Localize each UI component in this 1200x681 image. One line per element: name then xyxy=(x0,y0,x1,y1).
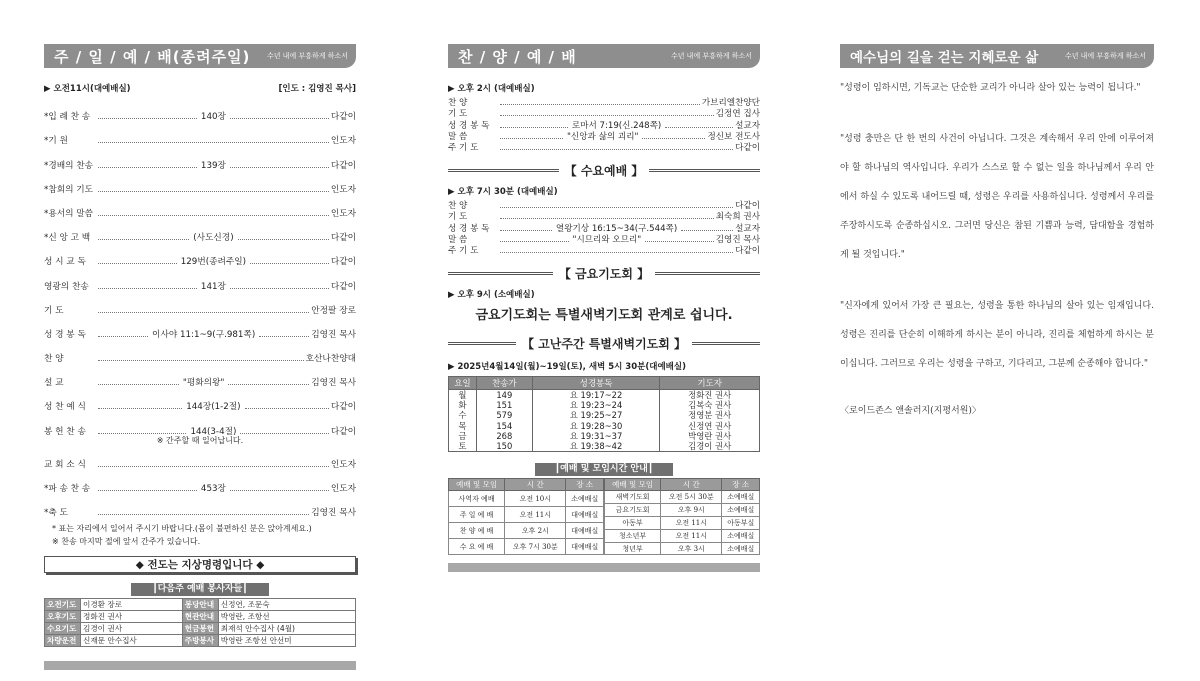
volunteer-name: 박영란 조항선 안선미 xyxy=(218,635,355,647)
footnote-standing: * 표는 자리에서 일어서 주시기 바랍니다.(몸이 불편하신 분은 앉아계세요.) xyxy=(52,524,312,534)
volunteer-role: 주방봉사 xyxy=(182,635,218,647)
friday-time xyxy=(448,288,760,300)
schedule-row xyxy=(449,523,604,539)
order-label: 찬 양 xyxy=(44,354,64,365)
order-content: "시므리와 오므리" xyxy=(572,234,642,245)
volunteer-name: 정화진 권사 xyxy=(81,611,183,623)
dawn-time xyxy=(448,360,760,372)
dawn-cell: 요 19:31~37 xyxy=(532,431,660,441)
order-content: (사도신경) xyxy=(193,233,234,244)
order-person: 최숙희 권사 xyxy=(715,212,760,223)
volunteer-role: 현관안내 xyxy=(182,611,218,623)
dawn-row xyxy=(449,431,760,441)
praise-order-list xyxy=(448,97,760,153)
dawn-cell: 579 xyxy=(476,410,532,420)
order-row xyxy=(44,364,356,388)
footnotes xyxy=(44,522,356,548)
volunteer-name: 최재석 안수집사 (4월) xyxy=(218,623,355,635)
schedule-cell: 오전 11시 xyxy=(661,517,722,530)
schedule-row xyxy=(605,491,760,504)
dawn-cell: 149 xyxy=(476,389,532,400)
dawn-row xyxy=(449,441,760,452)
order-person: 인도자 xyxy=(330,208,356,219)
schedule-cell: 오전 10시 xyxy=(505,491,566,507)
wednesday-time xyxy=(448,185,760,197)
order-person: 김영진 목사 xyxy=(311,508,356,519)
volunteer-row xyxy=(45,623,356,635)
volunteer-row xyxy=(45,611,356,623)
schedule-cell: 오전 11시 xyxy=(661,529,722,542)
order-person: 다같이 xyxy=(330,233,357,244)
order-row xyxy=(44,494,356,518)
order-person: 다같이 xyxy=(330,112,357,123)
order-row xyxy=(44,292,356,316)
order-content: 144장(1-2절) xyxy=(186,402,241,413)
schedule-cell: 오후 3시 xyxy=(661,542,722,555)
dawn-cell: 박영란 권사 xyxy=(660,431,760,441)
schedule-header-cell: 예배 및 모임 xyxy=(449,479,505,491)
sunday-title: 주 / 일 / 예 / 배(종려주일) xyxy=(54,47,251,66)
order-label: 성 찬 예 식 xyxy=(44,402,86,413)
schedule-title: ┃예배 및 모임시간 안내┃ xyxy=(535,463,673,476)
order-label: 기 도 xyxy=(448,212,468,223)
order-label: 주 기 도 xyxy=(448,142,479,153)
devotional-title: 예수님의 길을 걷는 지혜로운 삶 xyxy=(850,50,1039,66)
schedule-cell: 아동부 xyxy=(605,517,661,530)
schedule-cell: 대예배실 xyxy=(566,507,604,523)
volunteers-title: ┃다음주 예배 봉사자들┃ xyxy=(131,583,269,596)
order-content: 141장 xyxy=(200,281,226,292)
volunteer-role: 차량운전 xyxy=(45,635,81,647)
dawn-cell: 김경이 권사 xyxy=(660,441,760,452)
order-row xyxy=(44,267,356,291)
bottom-bar xyxy=(44,661,356,670)
order-person: 김영진 목사 xyxy=(715,234,760,245)
order-person: 정신보 전도사 xyxy=(707,131,760,142)
sunday-leader: [인도 : 김영진 목사] xyxy=(278,84,356,94)
dawn-cell: 요 19:23~24 xyxy=(532,400,660,410)
dawn-cell: 수 xyxy=(449,410,477,420)
dawn-cell: 화 xyxy=(449,400,477,410)
sunday-time: ▶ 오전11시(대예배실) xyxy=(44,84,131,94)
friday-notice: 금요기도회는 특별새벽기도회 관계로 쉽니다. xyxy=(475,307,733,323)
order-content: 144(3-4절) xyxy=(190,426,237,437)
order-row xyxy=(44,98,356,122)
schedule-header-cell: 예배 및 모임 xyxy=(605,479,661,491)
order-row xyxy=(44,195,356,219)
dawn-time-text: ▶ 2025년4월14일(월)~19일(토), 새벽 5시 30분(대예배실) xyxy=(448,361,686,372)
order-row xyxy=(44,446,356,470)
schedule-cell: 대예배실 xyxy=(566,539,604,555)
wednesday-heading xyxy=(448,162,760,179)
order-content: 139장 xyxy=(200,160,226,171)
volunteer-row xyxy=(45,599,356,611)
order-row xyxy=(44,412,356,436)
order-label: 성 경 봉 독 xyxy=(44,329,86,340)
dawn-cell: 정화진 권사 xyxy=(660,389,760,400)
volunteer-name: 신정연, 조문숙 xyxy=(218,599,355,611)
schedule-cell: 오전 11시 xyxy=(505,507,566,523)
sunday-order-list-2 xyxy=(44,446,356,519)
dawn-cell: 150 xyxy=(476,441,532,452)
volunteer-name: 이경환 장로 xyxy=(81,599,183,611)
quote-source: 〈로이드존스 앤솔러지(지평서원)〉 xyxy=(840,406,981,416)
schedule-cell: 소예배실 xyxy=(722,504,760,517)
volunteer-row xyxy=(45,635,356,647)
sunday-order-list xyxy=(44,98,356,437)
order-person: 인도자 xyxy=(330,184,356,195)
order-label: 성 경 봉 독 xyxy=(448,120,490,131)
devotional-column xyxy=(840,44,1154,426)
order-label: 말 씀 xyxy=(448,234,468,245)
order-content: 열왕기상 16:15~34(구.544쪽) xyxy=(555,223,678,234)
dawn-cell: 요 19:25~27 xyxy=(532,410,660,420)
dawn-table xyxy=(448,376,760,453)
order-row xyxy=(448,245,760,256)
order-person: 다같이 xyxy=(735,142,760,153)
order-person: 다같이 xyxy=(735,245,760,256)
order-row xyxy=(44,470,356,494)
wednesday-time-text: ▶ 오후 7시 30분 (대예배실) xyxy=(448,186,558,197)
order-label: *축 도 xyxy=(44,508,68,519)
schedule-cell: 주 일 예 배 xyxy=(449,507,505,523)
order-content: "신앙과 삶의 괴리" xyxy=(566,131,639,142)
order-person: 다같이 xyxy=(330,426,357,437)
dawn-row xyxy=(449,421,760,431)
schedule-cell: 소예배실 xyxy=(566,491,604,507)
schedule-row xyxy=(605,542,760,555)
volunteer-name: 박영란, 조항선 xyxy=(218,611,355,623)
order-person: 설교자 xyxy=(735,120,761,131)
sunday-meta xyxy=(44,82,356,94)
schedule-header-cell: 시 간 xyxy=(505,479,566,491)
schedule-cell: 청소년부 xyxy=(605,529,661,542)
order-person: 인도자 xyxy=(330,136,356,147)
order-content: 453장 xyxy=(200,484,226,494)
order-person: 다같이 xyxy=(330,281,357,292)
schedule-header-cell: 시 간 xyxy=(661,479,722,491)
dawn-header-cell: 요일 xyxy=(449,376,477,389)
order-label: 찬 양 xyxy=(448,201,468,212)
friday-heading xyxy=(448,265,760,282)
wednesday-title: 【 수요예배 】 xyxy=(564,163,644,178)
praise-subtitle: 수년 내에 부흥하게 하소서 xyxy=(670,52,752,60)
praise-title: 찬 / 양 / 예 / 배 xyxy=(458,47,577,66)
dawn-cell: 154 xyxy=(476,421,532,431)
schedule-row xyxy=(605,517,760,530)
order-row xyxy=(44,316,356,340)
order-person: 김영진 목사 xyxy=(311,378,357,389)
schedule-cell: 청년부 xyxy=(605,542,661,555)
order-label: *용서의 말씀 xyxy=(44,208,94,219)
dawn-cell: 요 19:28~30 xyxy=(532,421,660,431)
order-person: 안정팔 장로 xyxy=(311,305,356,316)
praise-time-text: ▶ 오후 2시 (대예배실) xyxy=(448,84,535,94)
volunteer-role: 오후기도 xyxy=(45,611,81,623)
order-row xyxy=(44,388,356,412)
schedule-cell: 아동부실 xyxy=(722,517,760,530)
footnote-interlude: ※ 찬송 마지막 절에 앞서 간주가 있습니다. xyxy=(52,537,201,547)
sunday-subtitle: 수년 내에 부흥하게 하소서 xyxy=(266,52,348,60)
praise-header xyxy=(448,44,760,68)
order-label: 영광의 찬송 xyxy=(44,281,89,292)
volunteer-name: 신재문 안수집사 xyxy=(81,635,183,647)
dawn-header-cell: 성경봉독 xyxy=(532,376,660,389)
order-person: 설교자 xyxy=(735,223,761,234)
schedule-cell: 오전 5시 30분 xyxy=(661,491,722,504)
schedule-row xyxy=(449,491,604,507)
order-row xyxy=(44,340,356,364)
order-person: 김정연 집사 xyxy=(715,109,760,120)
order-person: 호산나찬양대 xyxy=(305,354,356,365)
praise-worship-column xyxy=(448,44,760,572)
order-label: 주 기 도 xyxy=(448,245,479,256)
wednesday-order-list xyxy=(448,200,760,256)
order-label: 교 회 소 식 xyxy=(44,459,86,470)
schedule-cell: 사역자 예배 xyxy=(449,491,505,507)
volunteer-name: 김경이 권사 xyxy=(81,623,183,635)
friday-title: 【 금요기도회 】 xyxy=(558,266,650,281)
order-person: 인도자 xyxy=(330,459,356,470)
devotional-subtitle: 수년 내에 부흥하게 하소서 xyxy=(1064,52,1146,60)
schedule-cell: 금요기도회 xyxy=(605,504,661,517)
bottom-bar-2 xyxy=(448,563,760,572)
schedule-cell: 대예배실 xyxy=(566,523,604,539)
order-label: *입 례 찬 송 xyxy=(44,112,91,123)
order-label: 성 경 봉 독 xyxy=(448,223,490,234)
schedule-row xyxy=(605,504,760,517)
dawn-row xyxy=(449,400,760,410)
dawn-row xyxy=(449,410,760,420)
evangelism-banner: ◆ 전도는 지상명령입니다 ◆ xyxy=(44,556,356,573)
dawn-cell: 268 xyxy=(476,431,532,441)
order-person: 다같이 xyxy=(330,257,357,268)
dawn-heading xyxy=(448,335,760,352)
devotional-header xyxy=(840,44,1154,68)
order-person: 다같이 xyxy=(735,201,760,212)
order-person: 가브리엘찬양단 xyxy=(701,98,760,109)
schedule-table-right xyxy=(604,478,760,555)
schedule-header-cell: 장 소 xyxy=(722,479,760,491)
order-label: 찬 양 xyxy=(448,98,468,109)
dawn-cell: 월 xyxy=(449,389,477,400)
dawn-cell: 정영분 권사 xyxy=(660,410,760,420)
order-content: 로마서 7:19(신.248쪽) xyxy=(571,120,662,131)
order-row xyxy=(44,171,356,195)
friday-time-text: ▶ 오후 9시 (소예배실) xyxy=(448,289,535,300)
dawn-cell: 151 xyxy=(476,400,532,410)
schedule-cell: 오후 9시 xyxy=(661,504,722,517)
dawn-cell: 신정연 권사 xyxy=(660,421,760,431)
dawn-cell: 목 xyxy=(449,421,477,431)
order-row xyxy=(44,122,356,146)
order-content: 129번(종려주일) xyxy=(180,257,247,268)
dawn-header-cell: 기도자 xyxy=(660,376,760,389)
dawn-cell: 요 19:38~42 xyxy=(532,441,660,452)
order-label: *신 앙 고 백 xyxy=(44,233,91,244)
quote-1: "성령이 임하시면, 기독교는 단순한 교리가 아니라 살아 있는 능력이 됩니다." xyxy=(840,83,1141,93)
volunteer-role: 헌금봉헌 xyxy=(182,623,218,635)
order-label: 성 시 교 독 xyxy=(44,257,86,268)
schedule-table-left xyxy=(448,478,604,555)
order-row xyxy=(44,219,356,243)
schedule-row xyxy=(605,529,760,542)
schedule-cell: 소예배실 xyxy=(722,529,760,542)
quote-3: "신자에게 있어서 가장 큰 필요는, 성령을 통한 하나님의 살아 있는 임재입니다. 성령은 진리를 단순히 이해하게 하시는 분이 아니라, 진리를 체험하게 하시는 분이십니다. 그러므로 우리는 성령을 구하고, 기다리고, 그분께 순종해야 합니다." xyxy=(840,301,1154,369)
dawn-row xyxy=(449,389,760,400)
dawn-header-cell: 찬송가 xyxy=(476,376,532,389)
sunday-header xyxy=(44,44,356,68)
order-person: 다같이 xyxy=(330,402,356,413)
dawn-cell: 요 19:17~22 xyxy=(532,389,660,400)
schedule-row xyxy=(449,539,604,555)
volunteer-role: 오전기도 xyxy=(45,599,81,611)
schedule-cell: 새벽기도회 xyxy=(605,491,661,504)
order-label: 기 도 xyxy=(448,109,468,120)
schedule-cell: 찬 양 예 배 xyxy=(449,523,505,539)
schedule-cell: 수 요 예 배 xyxy=(449,539,505,555)
order-label: 말 씀 xyxy=(448,131,468,142)
dawn-cell: 김복숙 권사 xyxy=(660,400,760,410)
schedule-row xyxy=(449,507,604,523)
order-row xyxy=(448,142,760,153)
order-label: 봉 헌 찬 송 xyxy=(44,426,86,437)
dawn-cell: 금 xyxy=(449,431,477,441)
volunteers-table xyxy=(44,598,356,647)
order-content: "평화의왕" xyxy=(182,378,225,389)
offering-note: ※ 간주할 때 일어납니다. xyxy=(156,435,244,445)
order-content: 140장 xyxy=(200,112,226,123)
order-label: *기 원 xyxy=(44,136,68,147)
order-row xyxy=(44,243,356,267)
praise-time xyxy=(448,82,760,94)
order-label: 기 도 xyxy=(44,305,64,316)
order-label: 설 교 xyxy=(44,378,64,389)
schedule-cell: 소예배실 xyxy=(722,542,760,555)
order-label: *경배의 찬송 xyxy=(44,160,94,171)
schedule-tables xyxy=(448,478,760,555)
order-content: 이사야 11:1~9(구.981쪽) xyxy=(152,329,256,340)
schedule-cell: 오후 7시 30분 xyxy=(505,539,566,555)
order-person: 다같이 xyxy=(330,160,357,171)
order-person: 인도자 xyxy=(330,484,357,494)
order-person: 김영진 목사 xyxy=(311,329,356,340)
schedule-cell: 오후 2시 xyxy=(505,523,566,539)
volunteer-role: 봉당안내 xyxy=(182,599,218,611)
schedule-header-cell: 장 소 xyxy=(566,479,604,491)
dawn-title: 【 고난주간 특별새벽기도회 】 xyxy=(521,336,687,351)
order-label: *참회의 기도 xyxy=(44,184,94,195)
order-row xyxy=(44,146,356,170)
quote-2: "성령 충만은 단 한 번의 사건이 아닙니다. 그것은 계속해서 우리 안에 이루어져야 할 하나님의 역사입니다. 우리가 스스로 할 수 없는 일을 하나님께서 우리 안에서 하실 수 있도록 내어드릴 때, 성령은 우리를 사용하십니다. 성령께서 우리를 주장하시도록 순종하십시오. 그러면 당신은 참된 기쁨과 능력, 담대함을 경험하게 될 것입니다." xyxy=(840,134,1154,260)
dawn-cell: 토 xyxy=(449,441,477,452)
volunteer-role: 수요기도 xyxy=(45,623,81,635)
sunday-worship-column xyxy=(44,44,356,670)
order-label: *파 송 찬 송 xyxy=(44,484,91,494)
schedule-cell: 소예배실 xyxy=(722,491,760,504)
